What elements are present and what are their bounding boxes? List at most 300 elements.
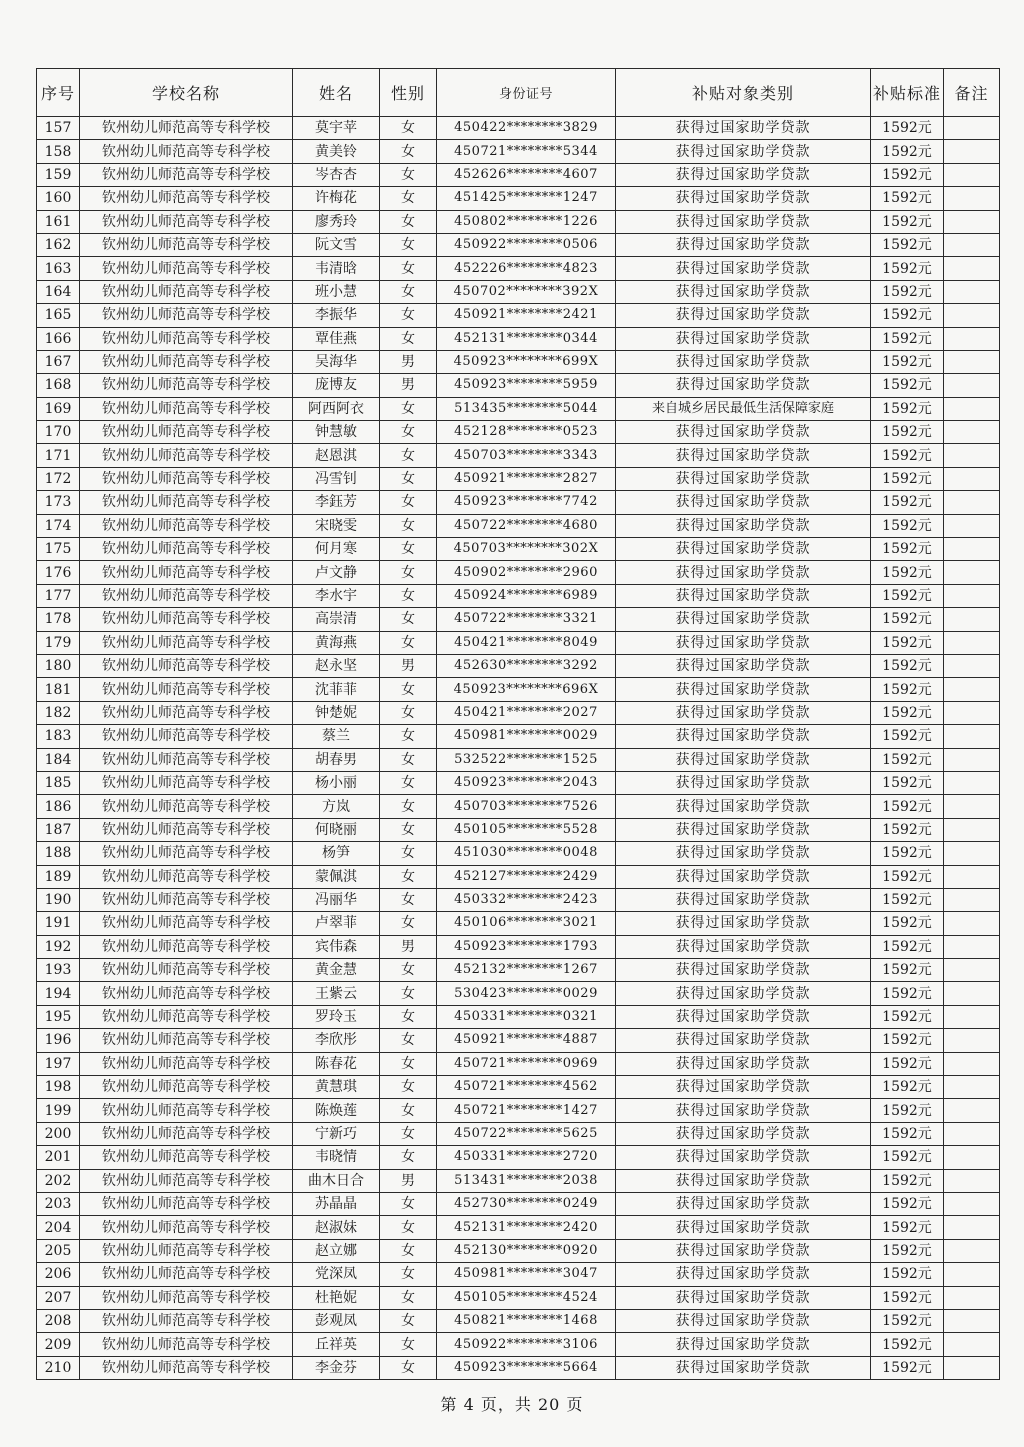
cell-student-name: 钟慧敏 <box>293 421 380 444</box>
cell-student-name: 阿西阿衣 <box>293 397 380 420</box>
cell-id-number: 450332********2423 <box>437 888 616 911</box>
cell-school-name: 钦州幼儿师范高等专科学校 <box>80 631 293 654</box>
cell-serial-no: 169 <box>37 397 80 420</box>
cell-id-number: 450721********0969 <box>437 1052 616 1075</box>
cell-student-name: 李鈺芳 <box>293 491 380 514</box>
cell-id-number: 452630********3292 <box>437 654 616 677</box>
table-row <box>37 818 1000 841</box>
cell-serial-no: 209 <box>37 1333 80 1356</box>
cell-id-number: 450721********5344 <box>437 140 616 163</box>
cell-serial-no: 183 <box>37 725 80 748</box>
cell-subsidy-category: 获得过国家助学贷款 <box>616 561 871 584</box>
cell-school-name: 钦州幼儿师范高等专科学校 <box>80 748 293 771</box>
cell-id-number: 450721********4562 <box>437 1076 616 1099</box>
cell-student-name: 冯雪钊 <box>293 467 380 490</box>
cell-remarks <box>944 701 1000 724</box>
table-row <box>37 982 1000 1005</box>
table-row <box>37 233 1000 256</box>
cell-remarks <box>944 888 1000 911</box>
table-header <box>37 69 1000 117</box>
cell-student-name: 赵永坚 <box>293 654 380 677</box>
cell-remarks <box>944 140 1000 163</box>
table-row <box>37 935 1000 958</box>
table-row <box>37 631 1000 654</box>
cell-serial-no: 158 <box>37 140 80 163</box>
cell-id-number: 450922********3106 <box>437 1333 616 1356</box>
cell-student-name: 廖秀玲 <box>293 210 380 233</box>
cell-remarks <box>944 678 1000 701</box>
cell-school-name: 钦州幼儿师范高等专科学校 <box>80 982 293 1005</box>
table-row <box>37 538 1000 561</box>
cell-school-name: 钦州幼儿师范高等专科学校 <box>80 187 293 210</box>
header-subsidy-category: 补贴对象类别 <box>616 69 871 117</box>
table-row <box>37 1146 1000 1169</box>
cell-subsidy-standard: 1592元 <box>871 1239 944 1262</box>
cell-serial-no: 157 <box>37 117 80 140</box>
cell-remarks <box>944 374 1000 397</box>
table-row <box>37 117 1000 140</box>
cell-student-name: 韦晓情 <box>293 1146 380 1169</box>
cell-student-name: 李水宇 <box>293 584 380 607</box>
table-row <box>37 210 1000 233</box>
cell-subsidy-standard: 1592元 <box>871 725 944 748</box>
table-row <box>37 350 1000 373</box>
cell-student-name: 李金芬 <box>293 1356 380 1379</box>
cell-student-name: 卢文静 <box>293 561 380 584</box>
cell-subsidy-standard: 1592元 <box>871 210 944 233</box>
cell-school-name: 钦州幼儿师范高等专科学校 <box>80 608 293 631</box>
cell-gender: 女 <box>380 795 437 818</box>
cell-school-name: 钦州幼儿师范高等专科学校 <box>80 1192 293 1215</box>
cell-school-name: 钦州幼儿师范高等专科学校 <box>80 1216 293 1239</box>
cell-serial-no: 186 <box>37 795 80 818</box>
cell-serial-no: 177 <box>37 584 80 607</box>
cell-gender: 女 <box>380 140 437 163</box>
cell-serial-no: 201 <box>37 1146 80 1169</box>
cell-student-name: 党深凤 <box>293 1263 380 1286</box>
cell-subsidy-category: 获得过国家助学贷款 <box>616 491 871 514</box>
cell-school-name: 钦州幼儿师范高等专科学校 <box>80 1029 293 1052</box>
cell-subsidy-category: 获得过国家助学贷款 <box>616 982 871 1005</box>
cell-subsidy-standard: 1592元 <box>871 1052 944 1075</box>
cell-gender: 女 <box>380 1076 437 1099</box>
cell-student-name: 钟楚妮 <box>293 701 380 724</box>
cell-student-name: 许梅花 <box>293 187 380 210</box>
cell-subsidy-standard: 1592元 <box>871 327 944 350</box>
cell-serial-no: 188 <box>37 842 80 865</box>
cell-gender: 女 <box>380 959 437 982</box>
cell-gender: 女 <box>380 1356 437 1379</box>
cell-id-number: 450923********2043 <box>437 771 616 794</box>
cell-subsidy-category: 获得过国家助学贷款 <box>616 538 871 561</box>
cell-gender: 女 <box>380 163 437 186</box>
cell-student-name: 黄慧琪 <box>293 1076 380 1099</box>
table-row <box>37 421 1000 444</box>
cell-gender: 女 <box>380 865 437 888</box>
cell-id-number: 450703********302X <box>437 538 616 561</box>
cell-remarks <box>944 912 1000 935</box>
cell-school-name: 钦州幼儿师范高等专科学校 <box>80 865 293 888</box>
cell-subsidy-category: 获得过国家助学贷款 <box>616 1216 871 1239</box>
cell-school-name: 钦州幼儿师范高等专科学校 <box>80 538 293 561</box>
cell-serial-no: 185 <box>37 771 80 794</box>
cell-serial-no: 178 <box>37 608 80 631</box>
cell-subsidy-category: 获得过国家助学贷款 <box>616 818 871 841</box>
cell-school-name: 钦州幼儿师范高等专科学校 <box>80 959 293 982</box>
cell-serial-no: 165 <box>37 304 80 327</box>
cell-subsidy-category: 获得过国家助学贷款 <box>616 725 871 748</box>
cell-subsidy-category: 获得过国家助学贷款 <box>616 912 871 935</box>
cell-gender: 女 <box>380 631 437 654</box>
cell-subsidy-standard: 1592元 <box>871 1146 944 1169</box>
cell-id-number: 450331********2720 <box>437 1146 616 1169</box>
cell-subsidy-standard: 1592元 <box>871 748 944 771</box>
cell-id-number: 450722********5625 <box>437 1122 616 1145</box>
cell-gender: 女 <box>380 257 437 280</box>
cell-gender: 女 <box>380 982 437 1005</box>
table-row <box>37 467 1000 490</box>
cell-gender: 女 <box>380 397 437 420</box>
cell-remarks <box>944 397 1000 420</box>
cell-student-name: 方岚 <box>293 795 380 818</box>
cell-serial-no: 189 <box>37 865 80 888</box>
cell-subsidy-standard: 1592元 <box>871 117 944 140</box>
table-row <box>37 748 1000 771</box>
cell-subsidy-standard: 1592元 <box>871 233 944 256</box>
cell-subsidy-category: 获得过国家助学贷款 <box>616 257 871 280</box>
cell-serial-no: 160 <box>37 187 80 210</box>
cell-student-name: 赵恩淇 <box>293 444 380 467</box>
cell-subsidy-standard: 1592元 <box>871 1192 944 1215</box>
cell-gender: 女 <box>380 701 437 724</box>
cell-remarks <box>944 444 1000 467</box>
cell-id-number: 452730********0249 <box>437 1192 616 1215</box>
cell-student-name: 蔡兰 <box>293 725 380 748</box>
cell-remarks <box>944 257 1000 280</box>
cell-gender: 女 <box>380 1263 437 1286</box>
cell-remarks <box>944 280 1000 303</box>
cell-school-name: 钦州幼儿师范高等专科学校 <box>80 1076 293 1099</box>
cell-id-number: 450981********3047 <box>437 1263 616 1286</box>
cell-subsidy-category: 获得过国家助学贷款 <box>616 771 871 794</box>
cell-subsidy-category: 获得过国家助学贷款 <box>616 795 871 818</box>
table-row <box>37 912 1000 935</box>
cell-gender: 女 <box>380 608 437 631</box>
cell-gender: 女 <box>380 187 437 210</box>
cell-id-number: 450921********2827 <box>437 467 616 490</box>
cell-subsidy-standard: 1592元 <box>871 1309 944 1332</box>
cell-student-name: 曲木日合 <box>293 1169 380 1192</box>
cell-serial-no: 203 <box>37 1192 80 1215</box>
cell-subsidy-standard: 1592元 <box>871 1005 944 1028</box>
header-gender: 性别 <box>380 69 437 117</box>
cell-serial-no: 208 <box>37 1309 80 1332</box>
cell-remarks <box>944 1146 1000 1169</box>
table-row <box>37 795 1000 818</box>
cell-student-name: 高崇清 <box>293 608 380 631</box>
cell-subsidy-category: 获得过国家助学贷款 <box>616 631 871 654</box>
cell-subsidy-standard: 1592元 <box>871 842 944 865</box>
cell-serial-no: 162 <box>37 233 80 256</box>
cell-school-name: 钦州幼儿师范高等专科学校 <box>80 1263 293 1286</box>
cell-remarks <box>944 1005 1000 1028</box>
cell-school-name: 钦州幼儿师范高等专科学校 <box>80 842 293 865</box>
cell-gender: 女 <box>380 1192 437 1215</box>
cell-serial-no: 161 <box>37 210 80 233</box>
cell-id-number: 450422********3829 <box>437 117 616 140</box>
cell-subsidy-category: 获得过国家助学贷款 <box>616 1122 871 1145</box>
cell-student-name: 冯丽华 <box>293 888 380 911</box>
cell-school-name: 钦州幼儿师范高等专科学校 <box>80 1052 293 1075</box>
cell-remarks <box>944 491 1000 514</box>
cell-remarks <box>944 631 1000 654</box>
table-row <box>37 444 1000 467</box>
cell-serial-no: 210 <box>37 1356 80 1379</box>
cell-school-name: 钦州幼儿师范高等专科学校 <box>80 280 293 303</box>
cell-gender: 女 <box>380 1239 437 1262</box>
cell-subsidy-standard: 1592元 <box>871 888 944 911</box>
cell-subsidy-standard: 1592元 <box>871 280 944 303</box>
cell-subsidy-standard: 1592元 <box>871 865 944 888</box>
cell-subsidy-standard: 1592元 <box>871 771 944 794</box>
cell-gender: 女 <box>380 1122 437 1145</box>
cell-serial-no: 171 <box>37 444 80 467</box>
cell-serial-no: 159 <box>37 163 80 186</box>
cell-school-name: 钦州幼儿师范高等专科学校 <box>80 421 293 444</box>
cell-gender: 女 <box>380 678 437 701</box>
cell-subsidy-category: 获得过国家助学贷款 <box>616 163 871 186</box>
cell-id-number: 450923********5664 <box>437 1356 616 1379</box>
cell-remarks <box>944 1309 1000 1332</box>
cell-subsidy-standard: 1592元 <box>871 538 944 561</box>
table-row <box>37 187 1000 210</box>
cell-subsidy-category: 获得过国家助学贷款 <box>616 1309 871 1332</box>
cell-remarks <box>944 1216 1000 1239</box>
cell-subsidy-category: 获得过国家助学贷款 <box>616 842 871 865</box>
cell-subsidy-standard: 1592元 <box>871 397 944 420</box>
cell-remarks <box>944 350 1000 373</box>
cell-gender: 女 <box>380 421 437 444</box>
cell-school-name: 钦州幼儿师范高等专科学校 <box>80 561 293 584</box>
cell-remarks <box>944 304 1000 327</box>
cell-subsidy-category: 获得过国家助学贷款 <box>616 1099 871 1122</box>
cell-student-name: 韦清晗 <box>293 257 380 280</box>
table-row <box>37 888 1000 911</box>
cell-remarks <box>944 608 1000 631</box>
table-row <box>37 397 1000 420</box>
page-number: 第 4 页，共 20 页 <box>440 1395 584 1414</box>
header-serial-no: 序号 <box>37 69 80 117</box>
table-row <box>37 1192 1000 1215</box>
cell-subsidy-category: 来自城乡居民最低生活保障家庭 <box>616 397 871 420</box>
cell-subsidy-category: 获得过国家助学贷款 <box>616 1029 871 1052</box>
cell-school-name: 钦州幼儿师范高等专科学校 <box>80 397 293 420</box>
cell-student-name: 李振华 <box>293 304 380 327</box>
cell-student-name: 杨笋 <box>293 842 380 865</box>
table-body <box>37 117 1000 1380</box>
cell-id-number: 450923********7742 <box>437 491 616 514</box>
table-row <box>37 280 1000 303</box>
cell-id-number: 450703********7526 <box>437 795 616 818</box>
cell-student-name: 胡春男 <box>293 748 380 771</box>
cell-id-number: 452226********4823 <box>437 257 616 280</box>
cell-subsidy-standard: 1592元 <box>871 608 944 631</box>
cell-subsidy-standard: 1592元 <box>871 304 944 327</box>
cell-subsidy-standard: 1592元 <box>871 982 944 1005</box>
cell-id-number: 450923********1793 <box>437 935 616 958</box>
cell-id-number: 450331********0321 <box>437 1005 616 1028</box>
cell-id-number: 452131********2420 <box>437 1216 616 1239</box>
cell-remarks <box>944 982 1000 1005</box>
cell-student-name: 苏晶晶 <box>293 1192 380 1215</box>
cell-id-number: 452130********0920 <box>437 1239 616 1262</box>
cell-school-name: 钦州幼儿师范高等专科学校 <box>80 935 293 958</box>
cell-gender: 女 <box>380 842 437 865</box>
cell-gender: 女 <box>380 327 437 350</box>
cell-subsidy-standard: 1592元 <box>871 1333 944 1356</box>
cell-school-name: 钦州幼儿师范高等专科学校 <box>80 1286 293 1309</box>
subsidy-table <box>36 68 1000 1380</box>
cell-student-name: 杜艳妮 <box>293 1286 380 1309</box>
cell-gender: 女 <box>380 818 437 841</box>
cell-student-name: 陈春花 <box>293 1052 380 1075</box>
table-row <box>37 1286 1000 1309</box>
cell-subsidy-standard: 1592元 <box>871 1029 944 1052</box>
cell-subsidy-standard: 1592元 <box>871 959 944 982</box>
cell-student-name: 宋晓雯 <box>293 514 380 537</box>
cell-serial-no: 166 <box>37 327 80 350</box>
cell-gender: 男 <box>380 654 437 677</box>
cell-school-name: 钦州幼儿师范高等专科学校 <box>80 912 293 935</box>
cell-remarks <box>944 163 1000 186</box>
cell-id-number: 450105********5528 <box>437 818 616 841</box>
cell-subsidy-category: 获得过国家助学贷款 <box>616 1146 871 1169</box>
cell-serial-no: 184 <box>37 748 80 771</box>
cell-subsidy-category: 获得过国家助学贷款 <box>616 467 871 490</box>
cell-school-name: 钦州幼儿师范高等专科学校 <box>80 350 293 373</box>
cell-gender: 女 <box>380 444 437 467</box>
cell-subsidy-standard: 1592元 <box>871 1169 944 1192</box>
cell-student-name: 吴海华 <box>293 350 380 373</box>
cell-gender: 男 <box>380 350 437 373</box>
cell-id-number: 451030********0048 <box>437 842 616 865</box>
cell-gender: 女 <box>380 304 437 327</box>
cell-school-name: 钦州幼儿师范高等专科学校 <box>80 795 293 818</box>
cell-student-name: 卢翠菲 <box>293 912 380 935</box>
cell-school-name: 钦州幼儿师范高等专科学校 <box>80 1169 293 1192</box>
cell-serial-no: 197 <box>37 1052 80 1075</box>
cell-id-number: 450421********8049 <box>437 631 616 654</box>
cell-serial-no: 173 <box>37 491 80 514</box>
header-row <box>37 69 1000 117</box>
cell-school-name: 钦州幼儿师范高等专科学校 <box>80 514 293 537</box>
cell-id-number: 452132********1267 <box>437 959 616 982</box>
header-id-number: 身份证号 <box>437 69 616 117</box>
cell-school-name: 钦州幼儿师范高等专科学校 <box>80 888 293 911</box>
cell-id-number: 450924********6989 <box>437 584 616 607</box>
table-row <box>37 514 1000 537</box>
cell-school-name: 钦州幼儿师范高等专科学校 <box>80 467 293 490</box>
cell-subsidy-standard: 1592元 <box>871 1216 944 1239</box>
table-row <box>37 1169 1000 1192</box>
cell-subsidy-standard: 1592元 <box>871 467 944 490</box>
table-row <box>37 1356 1000 1379</box>
table-row <box>37 1122 1000 1145</box>
table-row <box>37 771 1000 794</box>
cell-student-name: 蒙佩淇 <box>293 865 380 888</box>
cell-subsidy-category: 获得过国家助学贷款 <box>616 888 871 911</box>
cell-subsidy-standard: 1592元 <box>871 584 944 607</box>
cell-id-number: 450923********696X <box>437 678 616 701</box>
cell-remarks <box>944 233 1000 256</box>
table-row <box>37 1052 1000 1075</box>
cell-subsidy-category: 获得过国家助学贷款 <box>616 327 871 350</box>
cell-subsidy-category: 获得过国家助学贷款 <box>616 1052 871 1075</box>
cell-subsidy-standard: 1592元 <box>871 1076 944 1099</box>
cell-remarks <box>944 1052 1000 1075</box>
cell-student-name: 黄金慧 <box>293 959 380 982</box>
cell-subsidy-category: 获得过国家助学贷款 <box>616 187 871 210</box>
cell-gender: 女 <box>380 538 437 561</box>
cell-subsidy-standard: 1592元 <box>871 421 944 444</box>
cell-subsidy-standard: 1592元 <box>871 514 944 537</box>
cell-serial-no: 187 <box>37 818 80 841</box>
cell-subsidy-category: 获得过国家助学贷款 <box>616 1005 871 1028</box>
cell-id-number: 450902********2960 <box>437 561 616 584</box>
cell-school-name: 钦州幼儿师范高等专科学校 <box>80 117 293 140</box>
cell-school-name: 钦州幼儿师范高等专科学校 <box>80 491 293 514</box>
cell-gender: 女 <box>380 514 437 537</box>
cell-subsidy-category: 获得过国家助学贷款 <box>616 701 871 724</box>
table-row <box>37 1239 1000 1262</box>
cell-serial-no: 191 <box>37 912 80 935</box>
cell-subsidy-category: 获得过国家助学贷款 <box>616 1263 871 1286</box>
cell-remarks <box>944 1122 1000 1145</box>
cell-gender: 女 <box>380 1005 437 1028</box>
cell-subsidy-standard: 1592元 <box>871 1286 944 1309</box>
table-row <box>37 701 1000 724</box>
cell-serial-no: 196 <box>37 1029 80 1052</box>
cell-student-name: 岑杏杏 <box>293 163 380 186</box>
table-row <box>37 584 1000 607</box>
cell-id-number: 450421********2027 <box>437 701 616 724</box>
cell-id-number: 450981********0029 <box>437 725 616 748</box>
cell-remarks <box>944 1099 1000 1122</box>
cell-subsidy-category: 获得过国家助学贷款 <box>616 654 871 677</box>
table-row <box>37 842 1000 865</box>
cell-id-number: 450821********1468 <box>437 1309 616 1332</box>
cell-school-name: 钦州幼儿师范高等专科学校 <box>80 1239 293 1262</box>
cell-id-number: 450722********4680 <box>437 514 616 537</box>
cell-id-number: 450923********5959 <box>437 374 616 397</box>
cell-remarks <box>944 514 1000 537</box>
cell-gender: 女 <box>380 233 437 256</box>
cell-remarks <box>944 327 1000 350</box>
cell-school-name: 钦州幼儿师范高等专科学校 <box>80 140 293 163</box>
cell-gender: 女 <box>380 561 437 584</box>
cell-id-number: 452131********0344 <box>437 327 616 350</box>
cell-subsidy-standard: 1592元 <box>871 795 944 818</box>
cell-serial-no: 180 <box>37 654 80 677</box>
cell-serial-no: 170 <box>37 421 80 444</box>
cell-school-name: 钦州幼儿师范高等专科学校 <box>80 701 293 724</box>
cell-remarks <box>944 187 1000 210</box>
cell-school-name: 钦州幼儿师范高等专科学校 <box>80 1356 293 1379</box>
cell-subsidy-category: 获得过国家助学贷款 <box>616 865 871 888</box>
cell-student-name: 彭观凤 <box>293 1309 380 1332</box>
cell-id-number: 451425********1247 <box>437 187 616 210</box>
table-row <box>37 959 1000 982</box>
